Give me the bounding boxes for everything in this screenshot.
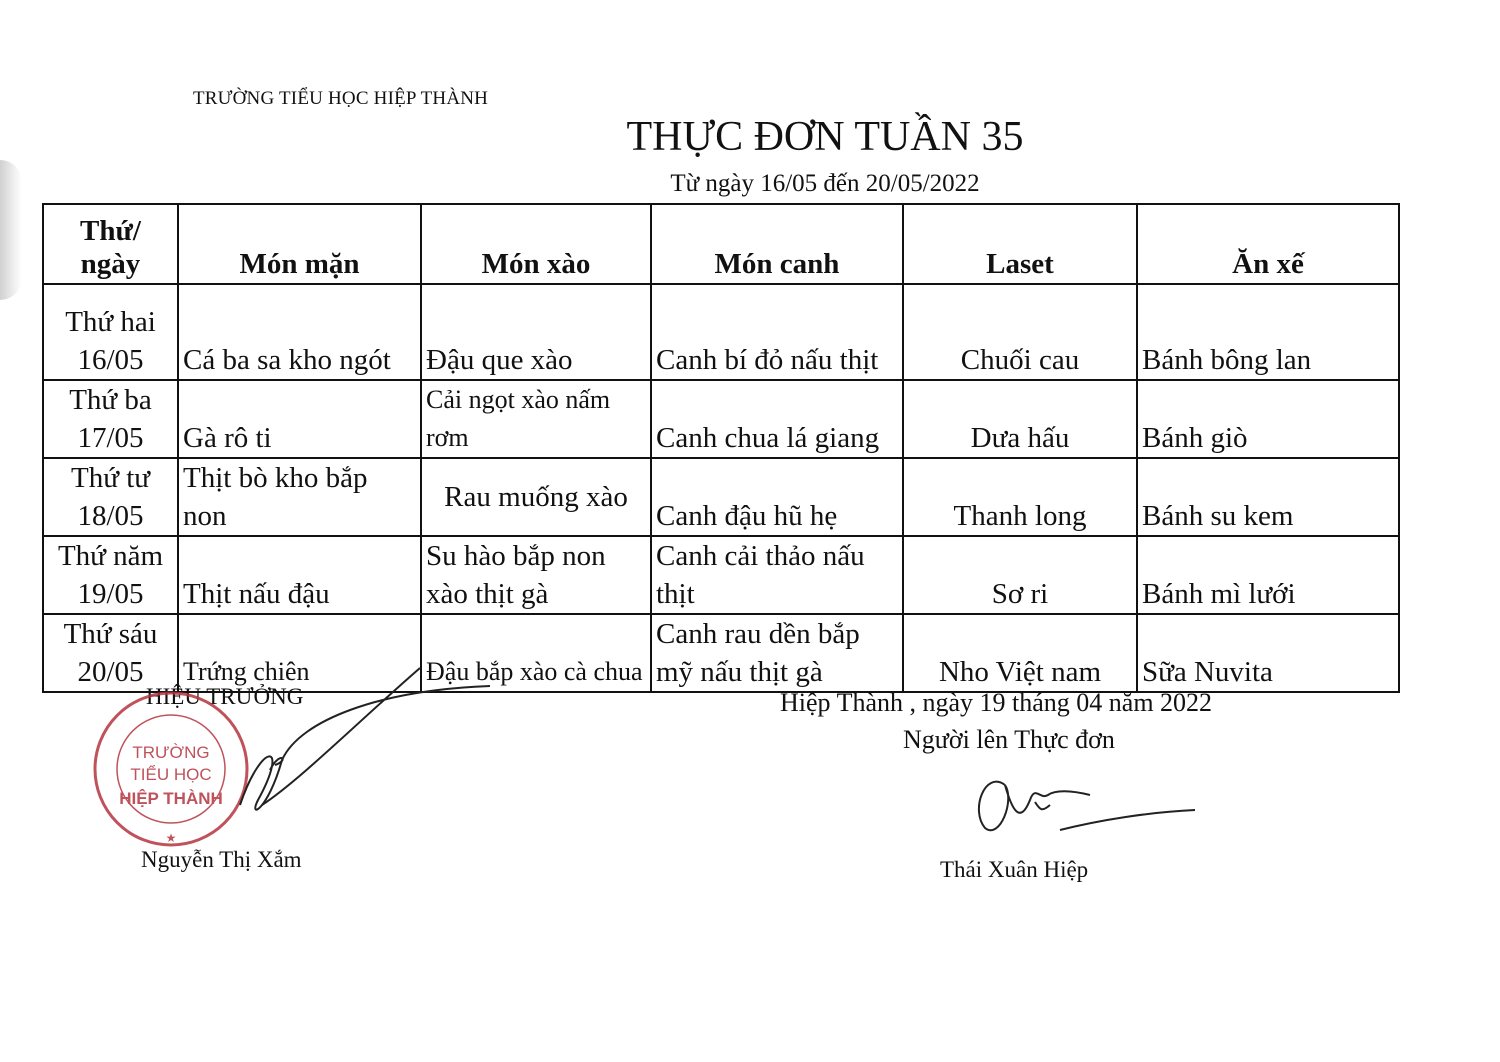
- svg-text:TRƯỜNG: TRƯỜNG: [132, 743, 210, 762]
- main-dish-cell: Gà rô ti: [178, 380, 421, 458]
- stir-fry-cell: Rau muống xào: [421, 458, 651, 536]
- day-date: 16/05: [77, 344, 144, 376]
- day-name: Thứ ba: [69, 384, 152, 416]
- school-stamp: [95, 693, 247, 845]
- preparer-title: Người lên Thực đơn: [903, 725, 1115, 754]
- header-snack: Ăn xế: [1137, 204, 1399, 284]
- header-stir-fry: Món xào: [421, 204, 651, 284]
- day-date: 18/05: [77, 500, 144, 532]
- snack-cell: Bánh giò: [1137, 380, 1399, 458]
- soup-cell: Canh chua lá giang: [651, 380, 903, 458]
- stamp-star: ★: [165, 831, 177, 845]
- soup-cell: Canh đậu hũ hẹ: [651, 458, 903, 536]
- stir-fry-cell: Đậu que xào: [421, 284, 651, 380]
- soup-cell: Canh rau dền bắp mỹ nấu thịt gà: [651, 614, 903, 692]
- snack-cell: Sữa Nuvita: [1137, 614, 1399, 692]
- header-day-line2: ngày: [80, 248, 141, 280]
- principal-signature: [240, 668, 490, 810]
- day-name: Thứ năm: [57, 540, 164, 572]
- preparer-signature: [979, 782, 1195, 831]
- snack-cell: Bánh mì lưới: [1137, 536, 1399, 614]
- place-date: Hiệp Thành , ngày 19 tháng 04 năm 2022: [780, 688, 1213, 717]
- page-title: THỰC ĐƠN TUẦN 35: [626, 114, 1024, 160]
- laset-cell: Nho Việt nam: [903, 614, 1137, 692]
- principal-title: HIỆU TRƯỞNG: [146, 684, 304, 709]
- school-name: TRƯỜNG TIỂU HỌC HIỆP THÀNH: [193, 88, 489, 109]
- day-name: Thứ sáu: [63, 618, 158, 650]
- day-date: 20/05: [77, 656, 144, 688]
- laset-cell: Chuối cau: [903, 284, 1137, 380]
- snack-cell: Bánh su kem: [1137, 458, 1399, 536]
- laset-cell: Dưa hấu: [903, 380, 1137, 458]
- stir-fry-cell: Cải ngọt xào nấm rơm: [421, 380, 651, 458]
- day-name: Thứ hai: [65, 306, 156, 338]
- day-date: 17/05: [77, 422, 144, 454]
- main-dish-cell: Cá ba sa kho ngót: [178, 284, 421, 380]
- stir-fry-cell: Đậu bắp xào cà chua: [421, 614, 651, 692]
- day-date: 19/05: [77, 578, 144, 610]
- svg-text:HIỆP THÀNH: HIỆP THÀNH: [119, 789, 223, 808]
- main-dish-cell: Thịt bò kho bắp non: [178, 458, 421, 536]
- principal-name: Nguyễn Thị Xắm: [141, 847, 302, 872]
- laset-cell: Sơ ri: [903, 536, 1137, 614]
- day-name: Thứ tư: [71, 462, 150, 494]
- soup-cell: Canh bí đỏ nấu thịt: [651, 284, 903, 380]
- stir-fry-cell: Su hào bắp non xào thịt gà: [421, 536, 651, 614]
- header-laset: Laset: [903, 204, 1137, 284]
- header-main-dish: Món mặn: [178, 204, 421, 284]
- svg-text:TIỂU HỌC: TIỂU HỌC: [130, 765, 212, 784]
- laset-cell: Thanh long: [903, 458, 1137, 536]
- main-dish-cell: Trứng chiên: [178, 614, 421, 692]
- snack-cell: Bánh bông lan: [1137, 284, 1399, 380]
- preparer-name: Thái Xuân Hiệp: [940, 857, 1089, 882]
- header-day-line1: Thứ/: [80, 215, 141, 247]
- date-range: Từ ngày 16/05 đến 20/05/2022: [670, 170, 980, 197]
- header-soup: Món canh: [651, 204, 903, 284]
- main-dish-cell: Thịt nấu đậu: [178, 536, 421, 614]
- soup-cell: Canh cải thảo nấu thịt: [651, 536, 903, 614]
